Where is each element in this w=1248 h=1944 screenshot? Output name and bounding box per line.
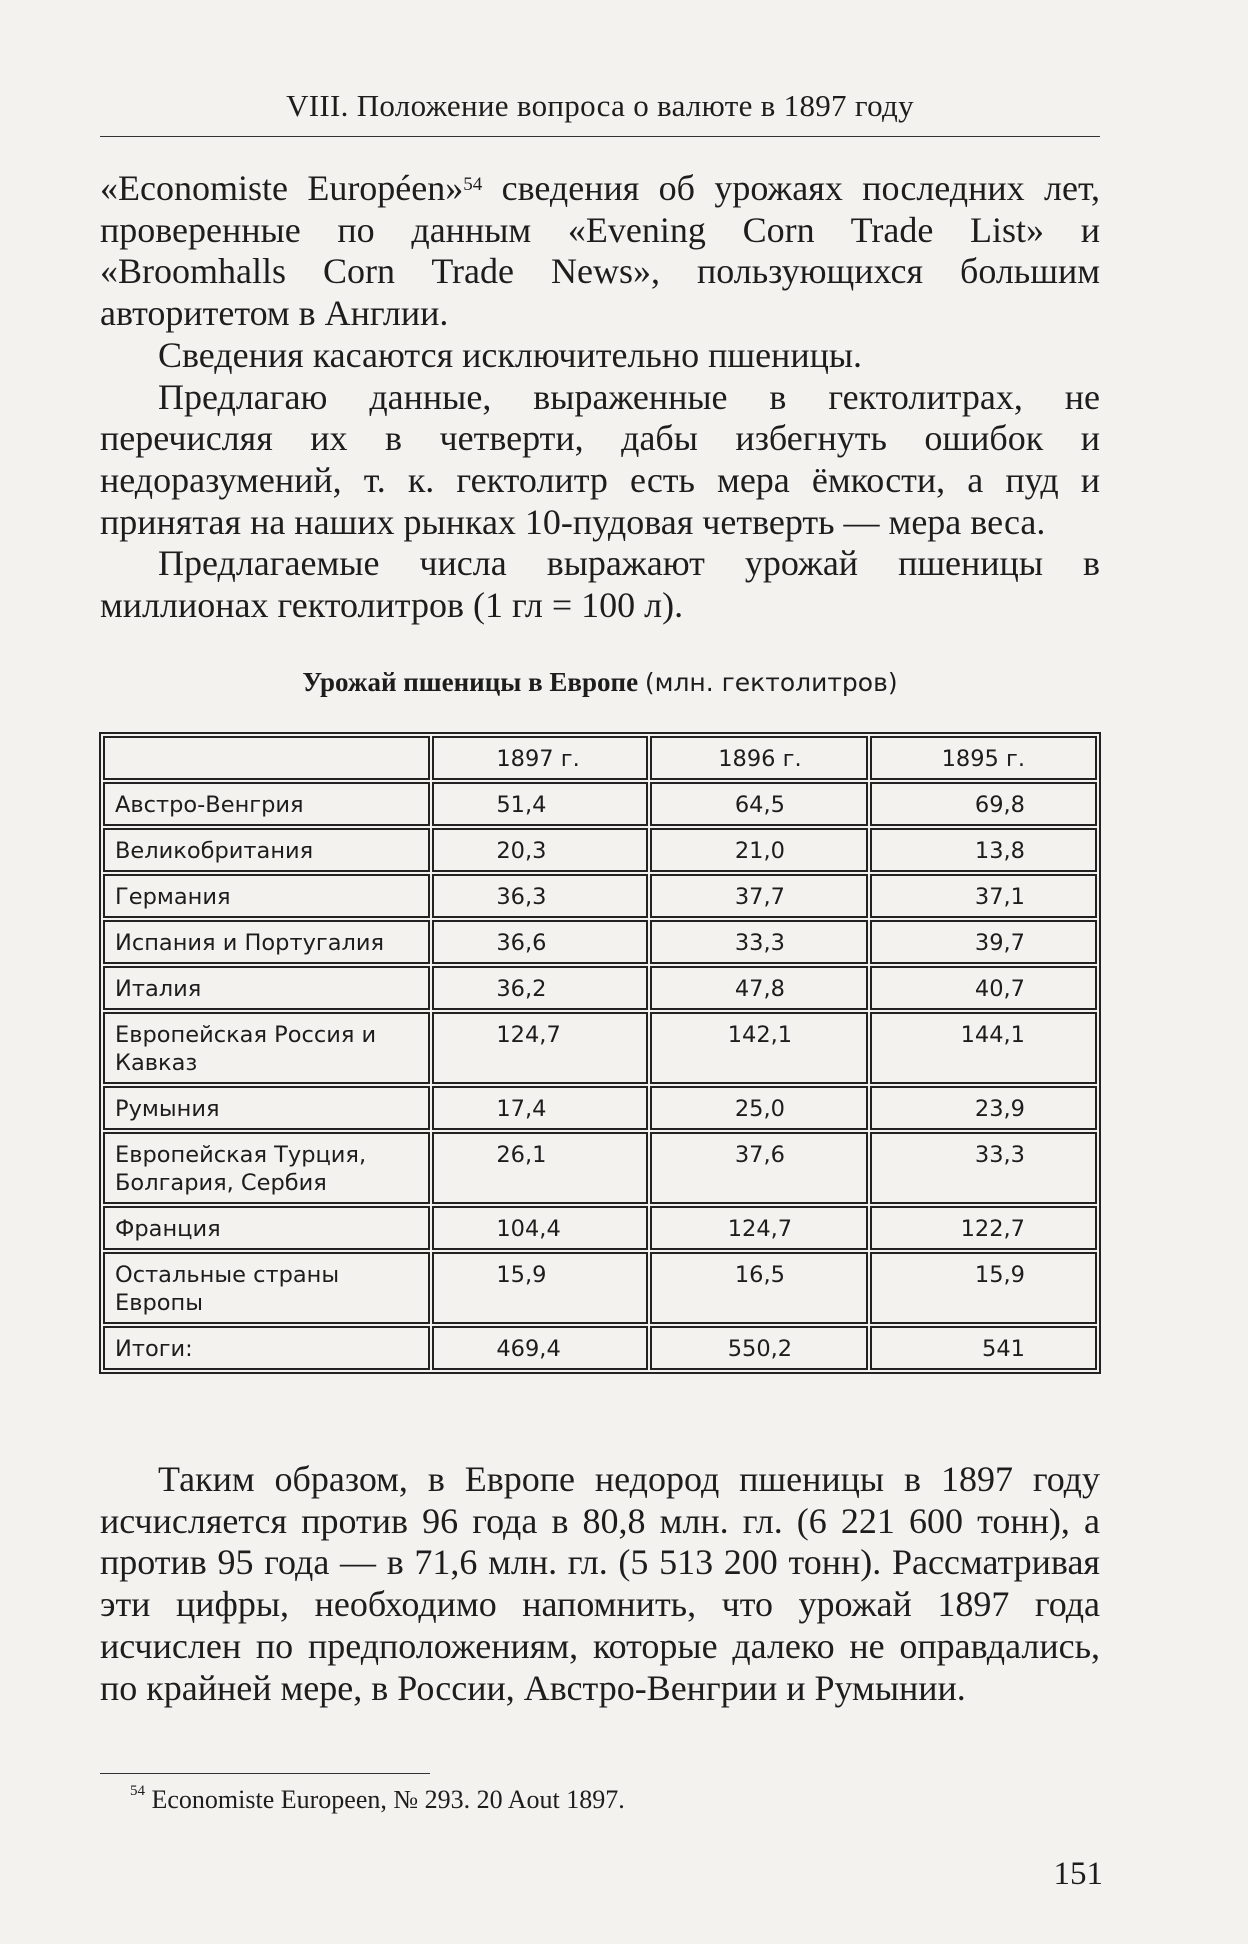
intro-p1-start: «Economiste Européen» [100, 168, 464, 208]
footnote-number: 54 [130, 1783, 145, 1799]
region-cell: Франция [103, 1206, 430, 1250]
table-header-row [103, 736, 1097, 780]
intro-paragraph-1 [100, 168, 1100, 335]
table-row [103, 920, 1097, 964]
intro-paragraph-3: Предлагаю данные, выраженные в гектолитрах, не перечисляя их в четверти, дабы избегнуть ошибок и недоразумений, т. к. гектолитр есть мера ёмкости, а пуд и принятая на наших рынках 10-пудовая четверть — мера веса. [100, 376, 1100, 542]
value-cell: 541 [870, 1326, 1097, 1370]
table-row [103, 874, 1097, 918]
footnote-rule [100, 1773, 430, 1774]
value-cell: 64,5 [650, 782, 868, 826]
value-cell: 33,3 [650, 920, 868, 964]
intro-paragraph-4: Предлагаемые числа выражают урожай пшеницы в миллионах гектолитров (1 гл = 100 л). [100, 543, 1100, 626]
region-cell: Румыния [103, 1086, 430, 1130]
header-1895: 1895 г. [870, 736, 1097, 780]
value-cell: 39,7 [870, 920, 1097, 964]
region-cell: Австро-Венгрия [103, 782, 430, 826]
value-cell: 26,1 [432, 1132, 647, 1204]
running-head: VIII. Положение вопроса о валюте в 1897 году [286, 88, 914, 123]
footnote-text: Economiste Europeen, № 293. 20 Aout 1897. [145, 1785, 625, 1814]
value-cell: 15,9 [432, 1252, 647, 1324]
value-cell: 40,7 [870, 966, 1097, 1010]
region-cell: Италия [103, 966, 430, 1010]
value-cell: 124,7 [432, 1012, 647, 1084]
table-row [103, 828, 1097, 872]
value-cell: 20,3 [432, 828, 647, 872]
footnote [130, 1785, 625, 1815]
value-cell: 25,0 [650, 1086, 868, 1130]
value-cell: 122,7 [870, 1206, 1097, 1250]
conclusion-text [100, 1459, 1100, 1709]
value-cell: 550,2 [650, 1326, 868, 1370]
header-1896: 1896 г. [650, 736, 868, 780]
value-cell: 36,6 [432, 920, 647, 964]
value-cell: 37,6 [650, 1132, 868, 1204]
value-cell: 23,9 [870, 1086, 1097, 1130]
value-cell: 47,8 [650, 966, 868, 1010]
region-cell: Итоги: [103, 1326, 430, 1370]
region-cell: Остальные страны Европы [103, 1252, 430, 1324]
value-cell: 33,3 [870, 1132, 1097, 1204]
value-cell: 17,4 [432, 1086, 647, 1130]
table-title [100, 667, 1100, 698]
intro-text [100, 168, 1100, 627]
value-cell: 37,7 [650, 874, 868, 918]
value-cell: 13,8 [870, 828, 1097, 872]
harvest-table-body [103, 736, 1097, 1370]
region-cell: Германия [103, 874, 430, 918]
region-cell: Испания и Португалия [103, 920, 430, 964]
table-row [103, 1132, 1097, 1204]
value-cell: 36,2 [432, 966, 647, 1010]
table-row [103, 1012, 1097, 1084]
value-cell: 69,8 [870, 782, 1097, 826]
table-row [103, 1086, 1097, 1130]
header-rule [100, 136, 1100, 137]
value-cell: 36,3 [432, 874, 647, 918]
intro-paragraph-2: Сведения касаются исключительно пшеницы. [158, 334, 863, 375]
table-row [103, 966, 1097, 1010]
table-title-unit: (млн. гектолитров) [644, 668, 898, 697]
value-cell: 16,5 [650, 1252, 868, 1324]
table-row [103, 782, 1097, 826]
conclusion-paragraph: Таким образом, в Европе недород пшеницы в 1897 году исчисляется против 96 года в 80,8 млн. гл. (6 221 600 тонн), а против 95 года — в 71,6 млн. гл. (5 513 200 тонн). Рассматривая эти цифры, необходимо напомнить, что урожай 1897 года исчислен по предположениям, которые далеко не оправдались, по крайней мере, в России, Австро-Венгрии и Румынии. [100, 1459, 1100, 1708]
value-cell: 15,9 [870, 1252, 1097, 1324]
table-title-main: Урожай пшеницы в Европе [302, 667, 639, 697]
table-row [103, 1326, 1097, 1370]
value-cell: 21,0 [650, 828, 868, 872]
page-number: 151 [1053, 1856, 1103, 1892]
value-cell: 104,4 [432, 1206, 647, 1250]
value-cell: 51,4 [432, 782, 647, 826]
value-cell: 144,1 [870, 1012, 1097, 1084]
table-row [103, 1206, 1097, 1250]
value-cell: 124,7 [650, 1206, 868, 1250]
header-cell-empty [103, 736, 430, 780]
value-cell: 37,1 [870, 874, 1097, 918]
header-1897: 1897 г. [432, 736, 647, 780]
wheat-harvest-table [99, 732, 1101, 1374]
value-cell: 142,1 [650, 1012, 868, 1084]
footnote-ref: 54 [463, 174, 483, 195]
intro-p1-end: сведения об урожаях последних лет, проверенные по данным «Evening Corn Trade List» и «Broomhalls Corn Trade News», пользующихся большим авторитетом в Англии. [100, 168, 1100, 334]
region-cell: Великобритания [103, 828, 430, 872]
region-cell: Европейская Турция, Болгария, Сербия [103, 1132, 430, 1204]
table-row [103, 1252, 1097, 1324]
value-cell: 469,4 [432, 1326, 647, 1370]
region-cell: Европейская Россия и Кавказ [103, 1012, 430, 1084]
